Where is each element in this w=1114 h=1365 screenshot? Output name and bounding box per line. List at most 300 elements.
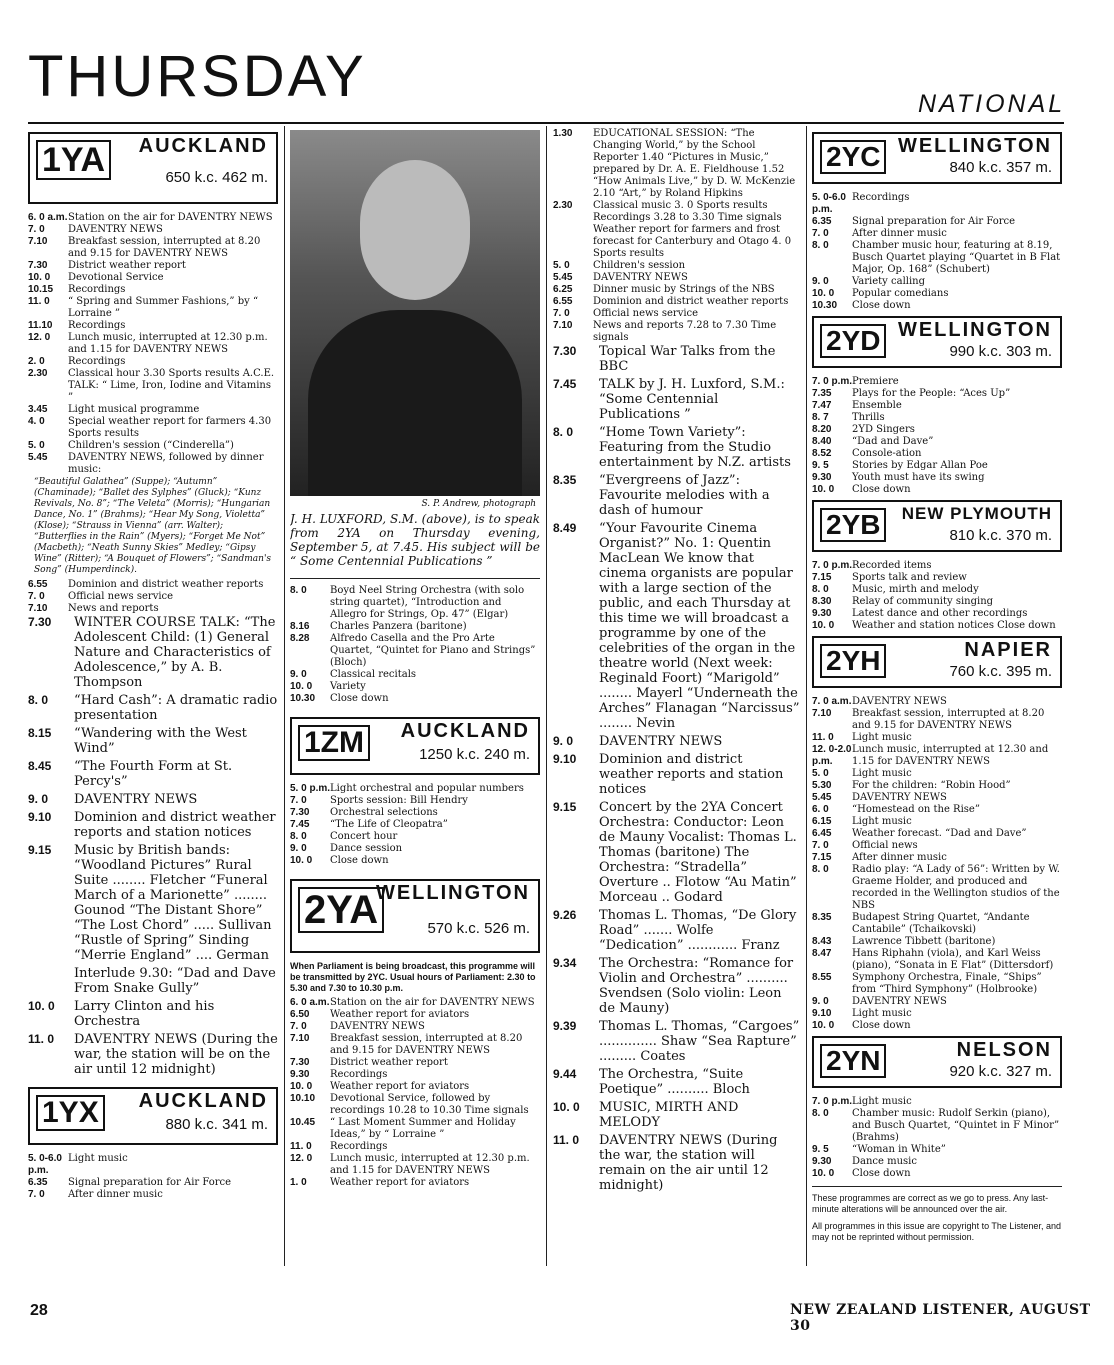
schedule-item xyxy=(553,1100,800,1130)
schedule-item xyxy=(812,460,1062,472)
schedule-time: 11. 0 xyxy=(812,732,834,743)
schedule-text: Stories by Edgar Allan Poe xyxy=(852,460,988,471)
schedule-text: DAVENTRY NEWS xyxy=(852,696,947,707)
schedule-time: 8.35 xyxy=(553,473,577,487)
schedule-time: 10.10 xyxy=(290,1093,316,1104)
schedule-text: Lunch music, interrupted at 12.30 and 1.15 for DAVENTRY NEWS xyxy=(852,744,1049,767)
schedule-text: “Homestead on the Rise” xyxy=(852,804,980,815)
schedule-text: Sports session: Bill Hendry xyxy=(330,795,468,806)
schedule-text: TALK by J. H. Luxford, S.M.: “Some Centennial Publications ” xyxy=(599,377,785,422)
schedule-item xyxy=(28,999,278,1029)
schedule-time: 5. 0-6.0 p.m. xyxy=(28,1153,62,1176)
schedule-time: 6. 0 xyxy=(812,804,829,815)
schedule-item xyxy=(28,1177,278,1189)
schedule-time: 10.30 xyxy=(812,300,838,311)
schedule-text: Children's session (“Cinderella”) xyxy=(68,440,234,451)
schedule-item xyxy=(812,804,1062,816)
schedule-time: 1. 0 xyxy=(290,1177,307,1188)
schedule-time: 7. 0 p.m. xyxy=(812,376,853,387)
station-city: WELLINGTON xyxy=(897,135,1052,157)
schedule-text: Children's session xyxy=(593,260,686,271)
schedule-text: “ Last Moment Summer and Holiday Ideas,” by “ Lorraine ” xyxy=(330,1117,516,1140)
schedule-text: Dominion and district weather reports and station notices xyxy=(599,752,784,797)
schedule-text: Lunch music, interrupted at 12.30 p.m. and 1.15 for DAVENTRY NEWS xyxy=(330,1153,530,1176)
schedule-list xyxy=(290,997,540,1189)
schedule-time: 10. 0 xyxy=(553,1100,580,1114)
column-divider xyxy=(546,126,547,1266)
schedule-item xyxy=(28,212,278,224)
schedule-item xyxy=(28,966,278,996)
schedule-text: Devotional Service, followed by recordings 10.28 to 10.30 Time signals xyxy=(330,1093,529,1116)
schedule-time: 5.45 xyxy=(553,272,573,283)
schedule-item xyxy=(812,608,1062,620)
schedule-item xyxy=(812,1096,1062,1108)
schedule-text: Music, mirth and melody xyxy=(852,584,979,595)
schedule-text: Weather and station notices Close down xyxy=(852,620,1056,631)
schedule-text: 2YD Singers xyxy=(852,424,915,435)
schedule-time: 8. 0 xyxy=(290,831,307,842)
station-frequency: 760 k.c. 395 m. xyxy=(949,663,1052,680)
schedule-text: Light music xyxy=(68,1153,128,1164)
schedule-time: 6. 0 a.m. xyxy=(28,212,68,223)
schedule-item xyxy=(812,1156,1062,1168)
schedule-time: 8.15 xyxy=(28,726,52,740)
schedule-time: 8. 7 xyxy=(812,412,829,423)
schedule-item xyxy=(28,1153,278,1177)
schedule-text: News and reports 7.28 to 7.30 Time signals xyxy=(593,320,777,343)
column-2 xyxy=(290,128,540,1258)
schedule-item xyxy=(290,855,540,867)
schedule-time: 11. 0 xyxy=(553,1133,580,1147)
schedule-item xyxy=(290,795,540,807)
column-1 xyxy=(28,128,278,1258)
dinner-music-list: “Beautiful Galathea” (Suppe); “Autumn” (Chaminade); “Ballet des Sylphes” (Gluck); “Kunz Revivals, No. 8”; “The Veleta” (Morris); “Hungarian Dance, No. 1” (Brahms); “Hear My Song, Violetta” (Klose); “Strauss in Vienna” (arr. Walter); “Butterflies in the Rain” (Myers); “Forget Me Not” (Macbeth); “Neath Sunny Skies” Medley; “Gipsy Wine” (Ritter); “A Bouquet of Flowers”; “Sandman's Song” (Humperdinck). xyxy=(34,477,272,575)
schedule-item xyxy=(28,224,278,236)
schedule-time: 7. 0 xyxy=(812,840,829,851)
schedule-time: 8. 0 xyxy=(290,585,307,596)
schedule-time: 8.30 xyxy=(812,596,832,607)
schedule-time: 7. 0 p.m. xyxy=(812,560,853,571)
schedule-item xyxy=(812,744,1062,768)
schedule-item xyxy=(28,296,278,320)
schedule-time: 6.35 xyxy=(28,1177,48,1188)
schedule-list-evening xyxy=(553,344,800,1193)
schedule-item xyxy=(290,843,540,855)
station-header-1yx xyxy=(28,1087,278,1145)
schedule-item xyxy=(553,473,800,518)
schedule-item xyxy=(553,377,800,422)
schedule-time: 12. 0-2.0 p.m. xyxy=(812,744,852,767)
schedule-text: Official news service xyxy=(68,591,174,602)
schedule-time: 9.15 xyxy=(28,843,52,857)
schedule-text: Special weather report for farmers 4.30 Sports results xyxy=(68,416,272,439)
schedule-item xyxy=(812,1020,1062,1032)
station-call: 2YC xyxy=(820,140,886,174)
schedule-item xyxy=(28,759,278,789)
schedule-time: 7. 0 a.m. xyxy=(812,696,852,707)
schedule-item xyxy=(290,1081,540,1093)
schedule-text: “Evergreens of Jazz”: Favourite melodies with a dash of humour xyxy=(599,473,770,518)
schedule-text: “Wandering with the West Wind” xyxy=(74,726,247,756)
schedule-time: 7.30 xyxy=(553,344,577,358)
schedule-text: Breakfast session, interrupted at 8.20 and 9.15 for DAVENTRY NEWS xyxy=(852,708,1045,731)
schedule-time: 7. 0 xyxy=(812,228,829,239)
photo-caption: J. H. LUXFORD, S.M. (above), is to speak from 2YA on Thursday evening, September 5, at 7.45. His subject will be “ Some Centennial Publications ” xyxy=(290,512,540,568)
schedule-text: Devotional Service xyxy=(68,272,164,283)
station-header-2yb xyxy=(812,500,1062,552)
schedule-time: 7. 0 p.m. xyxy=(812,1096,853,1107)
divider xyxy=(812,1186,1062,1187)
schedule-time: 6.55 xyxy=(28,579,48,590)
schedule-time: 10. 0 xyxy=(812,1168,835,1179)
schedule-text: Signal preparation for Air Force xyxy=(852,216,1016,227)
station-frequency: 1250 k.c. 240 m. xyxy=(419,746,530,763)
schedule-item xyxy=(28,236,278,260)
schedule-time: 9. 0 xyxy=(28,792,49,806)
schedule-text: “The Life of Cleopatra” xyxy=(330,819,448,830)
schedule-text: Hans Riphahn (viola), and Karl Weiss (piano), “Sonata in E Flat” (Dittersdorf) xyxy=(852,948,1054,971)
schedule-item xyxy=(28,1032,278,1077)
schedule-text: Recordings xyxy=(330,1141,388,1152)
schedule-time: 9.26 xyxy=(553,908,577,922)
schedule-text: “Your Favourite Cinema Organist?” No. 1: Quentin MacLean We know that cinema organists are popular with a large section of the public, and each Thursday at this time we will broadcast a programme by one of the celebrities of the organ in the theatre world (Next week: Reginald Foort) “Marigold” ........ Mayerl “Underneath the Arches” Flanagan “Narcissus” ........ Nevin xyxy=(599,521,800,731)
page-day-title: THURSDAY xyxy=(28,44,367,109)
schedule-list xyxy=(812,1096,1062,1180)
schedule-text: Light music xyxy=(852,1008,912,1019)
schedule-item xyxy=(28,356,278,368)
schedule-item xyxy=(28,320,278,332)
schedule-text: Light music xyxy=(852,732,912,743)
schedule-item xyxy=(553,320,800,344)
schedule-text: DAVENTRY NEWS xyxy=(74,792,198,807)
schedule-item xyxy=(290,807,540,819)
station-header-2yn xyxy=(812,1036,1062,1088)
station-call: 1YX xyxy=(36,1095,105,1131)
station-city: NELSON xyxy=(956,1039,1052,1061)
schedule-time: 7.15 xyxy=(812,572,832,583)
schedule-item xyxy=(812,732,1062,744)
schedule-time: 9.44 xyxy=(553,1067,577,1081)
portrait-suit xyxy=(308,310,522,496)
schedule-time: 9.30 xyxy=(812,1156,832,1167)
schedule-text: DAVENTRY NEWS xyxy=(852,996,947,1007)
schedule-item xyxy=(812,620,1062,632)
schedule-item xyxy=(812,584,1062,596)
schedule-item xyxy=(28,404,278,416)
schedule-item xyxy=(812,912,1062,936)
station-frequency: 650 k.c. 462 m. xyxy=(165,169,268,186)
schedule-item xyxy=(812,436,1062,448)
schedule-text: Symphony Orchestra, Finale, “Ships” from “Third Symphony” (Holbrooke) xyxy=(852,972,1042,995)
schedule-text: The Orchestra, “Suite Poetique” .......... Bloch xyxy=(599,1067,750,1097)
schedule-text: Orchestral selections xyxy=(330,807,438,818)
schedule-time: 7.30 xyxy=(28,615,52,629)
schedule-text: Signal preparation for Air Force xyxy=(68,1177,232,1188)
schedule-text: “Woman in White” xyxy=(852,1144,946,1155)
station-call: 2YN xyxy=(820,1044,886,1078)
schedule-text: “Hard Cash”: A dramatic radio presentation xyxy=(74,693,278,723)
schedule-item xyxy=(28,452,278,476)
schedule-item xyxy=(290,633,540,669)
schedule-time: 11. 0 xyxy=(28,1032,55,1046)
schedule-text: Weather report for aviators xyxy=(330,1177,470,1188)
schedule-item xyxy=(553,200,800,260)
schedule-text: Close down xyxy=(330,855,389,866)
schedule-item xyxy=(812,828,1062,840)
schedule-text: Light orchestral and popular numbers xyxy=(330,783,524,794)
schedule-text: DAVENTRY NEWS xyxy=(593,272,688,283)
schedule-item xyxy=(553,734,800,749)
column-3 xyxy=(553,128,800,1258)
station-city: WELLINGTON xyxy=(375,882,530,904)
station-header-1ya xyxy=(28,132,278,204)
page-number: 28 xyxy=(30,1302,48,1319)
schedule-time: 8. 0 xyxy=(553,425,574,439)
schedule-item xyxy=(28,416,278,440)
schedule-item xyxy=(28,615,278,690)
schedule-item xyxy=(553,344,800,374)
schedule-time: 6.55 xyxy=(553,296,573,307)
station-call: 2YA xyxy=(298,887,384,933)
schedule-text: After dinner music xyxy=(852,852,947,863)
schedule-item xyxy=(290,831,540,843)
schedule-time: 7. 0 xyxy=(28,1189,45,1200)
schedule-item xyxy=(290,681,540,693)
schedule-text: Thrills xyxy=(852,412,885,423)
schedule-time: 8.40 xyxy=(812,436,832,447)
schedule-item xyxy=(28,726,278,756)
schedule-text: Latest dance and other recordings xyxy=(852,608,1028,619)
schedule-time: 8.16 xyxy=(290,621,310,632)
schedule-text: Budapest String Quartet, “Andante Cantabile” (Tchaikovski) xyxy=(852,912,1030,935)
schedule-time: 7. 0 xyxy=(553,308,570,319)
schedule-time: 5. 0-6.0 p.m. xyxy=(812,192,846,215)
schedule-item xyxy=(290,1117,540,1141)
schedule-item xyxy=(812,1168,1062,1180)
schedule-item xyxy=(290,1009,540,1021)
schedule-text: Thomas L. Thomas, “De Glory Road” ....... Wolfe “Dedication” ............ Franz xyxy=(599,908,797,953)
schedule-time: 7. 0 xyxy=(28,591,45,602)
schedule-time: 9.34 xyxy=(553,956,577,970)
station-call: 2YB xyxy=(820,508,886,542)
station-call: 2YD xyxy=(820,324,886,358)
schedule-item xyxy=(812,1008,1062,1020)
schedule-text: Recordings xyxy=(852,192,910,203)
publication-line: NEW ZEALAND LISTENER, AUGUST 30 xyxy=(790,1302,1091,1334)
schedule-item xyxy=(290,1153,540,1177)
schedule-time: 6.35 xyxy=(812,216,832,227)
schedule-text: Lawrence Tibbett (baritone) xyxy=(852,936,996,947)
schedule-item xyxy=(812,708,1062,732)
schedule-item xyxy=(28,792,278,807)
schedule-text: Relay of community singing xyxy=(852,596,994,607)
schedule-text: Dominion and district weather reports xyxy=(68,579,264,590)
schedule-text: Close down xyxy=(852,300,911,311)
schedule-text: Console-ation xyxy=(852,448,922,459)
schedule-item xyxy=(553,1067,800,1097)
schedule-list xyxy=(290,585,540,705)
parliament-note: When Parliament is being broadcast, this programme will be transmitted by 2YC. Usual hours of Parliament: 2.30 to 5.30 and 7.30 to 10.30 p.m. xyxy=(290,961,536,993)
schedule-item xyxy=(812,780,1062,792)
schedule-time: 8.35 xyxy=(812,912,832,923)
schedule-text: Chamber music hour, featuring at 8.19, Busch Quartet playing “Quartet in B Flat Major, Op. 168” (Schubert) xyxy=(852,240,1061,275)
schedule-item xyxy=(812,400,1062,412)
schedule-item xyxy=(28,591,278,603)
schedule-time: 10. 0 xyxy=(812,1020,835,1031)
schedule-time: 7.30 xyxy=(290,1057,310,1068)
schedule-item xyxy=(812,376,1062,388)
station-header-2ya xyxy=(290,879,540,953)
schedule-text: WINTER COURSE TALK: “The Adolescent Child: (1) General Nature and Characteristics of Adolescence,” by A. B. Thompson xyxy=(74,615,276,690)
schedule-list xyxy=(812,560,1062,632)
schedule-item xyxy=(290,585,540,621)
schedule-time: 9. 0 xyxy=(290,669,307,680)
station-frequency: 570 k.c. 526 m. xyxy=(427,920,530,937)
schedule-item xyxy=(28,332,278,356)
schedule-time: 10.30 xyxy=(290,693,316,704)
schedule-time: 5. 0 p.m. xyxy=(290,783,331,794)
station-call: 2YH xyxy=(820,644,886,678)
schedule-text: Concert by the 2YA Concert Orchestra: Conductor: Leon de Mauny Vocalist: Thomas L. Thomas (baritone) The Orchestra: “Stradella” Overture .. Flotow “Au Matin” Morceau .. Godard xyxy=(599,800,797,905)
schedule-text: Concert hour xyxy=(330,831,398,842)
schedule-text: Ensemble xyxy=(852,400,902,411)
correction-note: These programmes are correct as we go to press. Any last-minute alterations will be announced over the air. xyxy=(812,1193,1049,1214)
schedule-text: Variety xyxy=(330,681,366,692)
schedule-text: Station on the air for DAVENTRY NEWS xyxy=(68,212,273,223)
schedule-text: Sports talk and review xyxy=(852,572,967,583)
schedule-item xyxy=(812,192,1062,216)
schedule-time: 7.30 xyxy=(28,260,48,271)
schedule-time: 9.30 xyxy=(290,1069,310,1080)
schedule-item xyxy=(290,1021,540,1033)
schedule-item xyxy=(812,288,1062,300)
schedule-time: 11. 0 xyxy=(290,1141,312,1152)
schedule-text: DAVENTRY NEWS, followed by dinner music: xyxy=(68,452,264,475)
schedule-time: 8.28 xyxy=(290,633,310,644)
schedule-text: Official news xyxy=(852,840,918,851)
schedule-time: 9.39 xyxy=(553,1019,577,1033)
schedule-text: “The Fourth Form at St. Percy's” xyxy=(74,759,233,789)
schedule-time: 10. 0 xyxy=(290,1081,313,1092)
schedule-text: News and reports xyxy=(68,603,159,614)
schedule-item xyxy=(290,669,540,681)
station-city: NEW PLYMOUTH xyxy=(901,504,1052,523)
schedule-item xyxy=(28,693,278,723)
schedule-time: 11.10 xyxy=(28,320,53,331)
station-frequency: 810 k.c. 370 m. xyxy=(949,527,1052,544)
schedule-text: Charles Panzera (baritone) xyxy=(330,621,467,632)
schedule-time: 9. 5 xyxy=(812,460,829,471)
schedule-item xyxy=(290,1141,540,1153)
schedule-item xyxy=(553,800,800,905)
schedule-time: 6.15 xyxy=(812,816,832,827)
schedule-time: 1.30 xyxy=(553,128,573,139)
schedule-item xyxy=(553,308,800,320)
column-4 xyxy=(812,128,1062,1258)
schedule-list xyxy=(290,783,540,867)
schedule-time: 7. 0 xyxy=(290,795,307,806)
schedule-time: 2.30 xyxy=(28,368,48,379)
schedule-text: Close down xyxy=(330,693,389,704)
schedule-list xyxy=(28,212,278,476)
schedule-item xyxy=(812,972,1062,996)
schedule-item xyxy=(812,216,1062,228)
schedule-item xyxy=(553,272,800,284)
schedule-list xyxy=(812,192,1062,312)
schedule-time: 8. 0 xyxy=(812,1108,829,1119)
schedule-text: Breakfast session, interrupted at 8.20 and 9.15 for DAVENTRY NEWS xyxy=(330,1033,523,1056)
schedule-time: 2.30 xyxy=(553,200,573,211)
schedule-item xyxy=(812,388,1062,400)
schedule-item xyxy=(28,368,278,404)
schedule-item xyxy=(812,412,1062,424)
schedule-text: Recorded items xyxy=(852,560,932,571)
schedule-item xyxy=(812,472,1062,484)
photo-credit: S. P. Andrew, photograph xyxy=(421,499,536,509)
schedule-text: MUSIC, MIRTH AND MELODY xyxy=(599,1100,739,1130)
schedule-text: Weather forecast. “Dad and Dave” xyxy=(852,828,1027,839)
schedule-item xyxy=(290,997,540,1009)
schedule-text: Topical War Talks from the BBC xyxy=(599,344,776,374)
schedule-time: 6. 0 a.m. xyxy=(290,997,330,1008)
schedule-item xyxy=(812,228,1062,240)
station-frequency: 840 k.c. 357 m. xyxy=(949,159,1052,176)
schedule-time: 9. 0 xyxy=(553,734,574,748)
schedule-item xyxy=(812,936,1062,948)
schedule-item xyxy=(290,621,540,633)
schedule-time: 5. 0 xyxy=(28,440,45,451)
schedule-list xyxy=(553,128,800,344)
schedule-text: Recordings xyxy=(330,1069,388,1080)
divider xyxy=(290,578,540,579)
schedule-item xyxy=(812,484,1062,496)
schedule-text: Dinner music by Strings of the NBS xyxy=(593,284,775,295)
schedule-item xyxy=(812,240,1062,276)
schedule-item xyxy=(553,260,800,272)
schedule-item xyxy=(553,521,800,731)
schedule-text: “Home Town Variety”: Featuring from the Studio entertainment by N.Z. artists xyxy=(599,425,791,470)
schedule-text: Radio play: “A Lady of 56”: Written by W. Graeme Holder, and produced and recorded in the Wellington studios of the NBS xyxy=(852,864,1060,911)
schedule-item xyxy=(290,783,540,795)
schedule-item xyxy=(812,596,1062,608)
schedule-text: Light music xyxy=(852,1096,912,1107)
schedule-time: 5. 0 xyxy=(812,768,829,779)
schedule-text: Plays for the People: “Aces Up” xyxy=(852,388,1011,399)
schedule-time: 9. 0 xyxy=(812,276,829,287)
schedule-text: DAVENTRY NEWS xyxy=(599,734,723,749)
schedule-text: “Dad and Dave” xyxy=(852,436,934,447)
schedule-item xyxy=(553,908,800,953)
schedule-item xyxy=(812,840,1062,852)
portrait-head xyxy=(360,160,470,300)
schedule-time: 7.10 xyxy=(290,1033,310,1044)
schedule-item xyxy=(290,819,540,831)
station-frequency: 920 k.c. 327 m. xyxy=(949,1063,1052,1080)
schedule-time: 8.49 xyxy=(553,521,577,535)
schedule-text: The Orchestra: “Romance for Violin and Orchestra” .......... Svendsen (Solo violin: Leon de Mauny) xyxy=(599,956,794,1016)
schedule-time: 4. 0 xyxy=(28,416,45,427)
section-label: NATIONAL xyxy=(918,90,1066,118)
schedule-time: 7.47 xyxy=(812,400,832,411)
schedule-text: Light music xyxy=(852,816,912,827)
schedule-item xyxy=(28,440,278,452)
schedule-time: 10. 0 xyxy=(812,484,835,495)
schedule-time: 7.10 xyxy=(28,236,48,247)
schedule-text: Station on the air for DAVENTRY NEWS xyxy=(330,997,535,1008)
schedule-item xyxy=(812,276,1062,288)
schedule-text: After dinner music xyxy=(68,1189,163,1200)
schedule-item xyxy=(28,603,278,615)
